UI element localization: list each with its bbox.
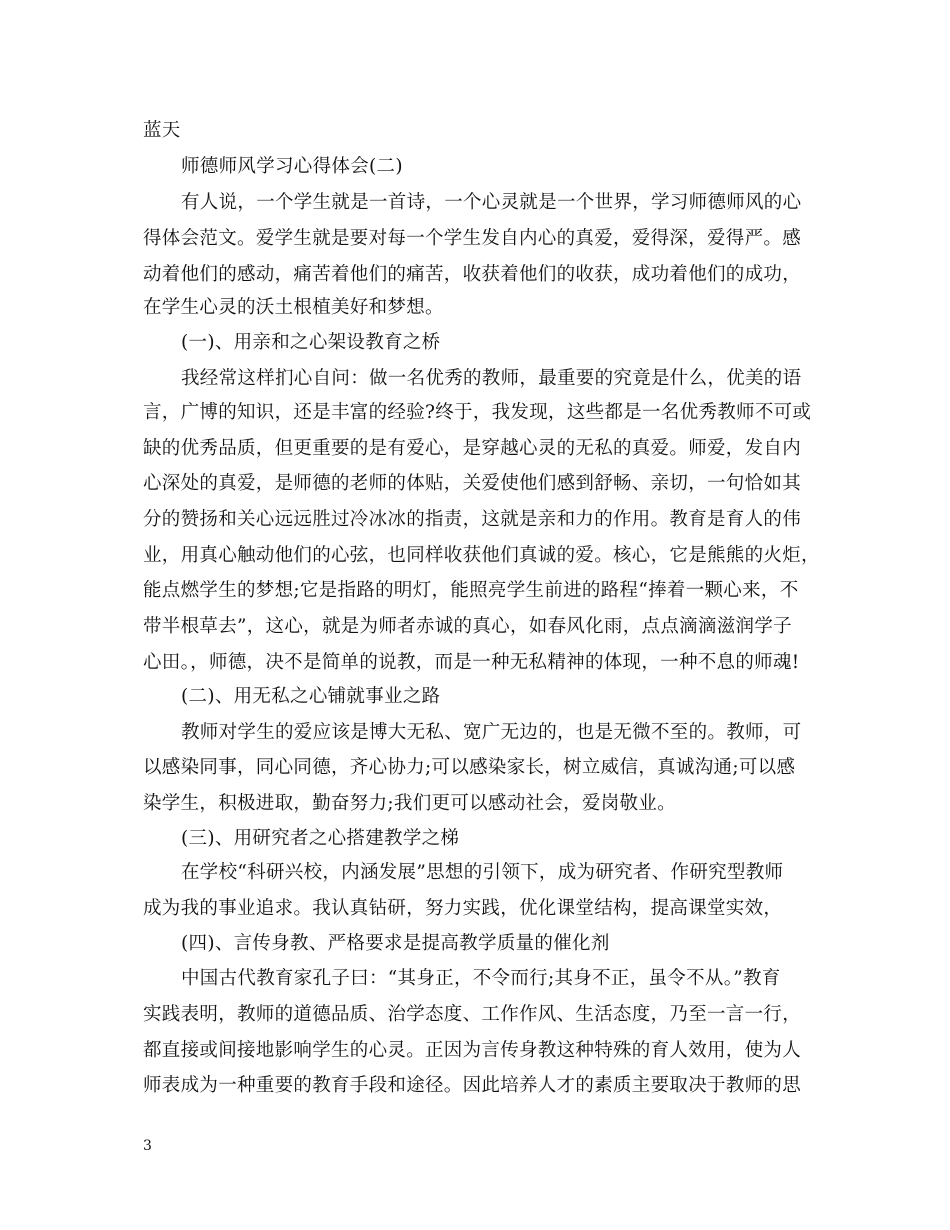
section-heading: (四)、言传身教、严格要求是提高教学质量的催化剂 bbox=[181, 933, 610, 954]
text-line: 成为我的事业追求。我认真钻研，努力实践，优化课堂结构，提高课堂实效， bbox=[143, 898, 783, 919]
section-title: 师德师风学习心得体会(二) bbox=[181, 156, 403, 177]
text-line: 师表成为一种重要的教育手段和途径。因此培养人才的素质主要取决于教师的思 bbox=[143, 1075, 802, 1096]
text-line: 分的赞扬和关心远远胜过冷冰冰的指责，这就是亲和力的作用。教育是育人的伟 bbox=[143, 509, 802, 530]
text-line: 在学校“科研兴校，内涵发展”思想的引领下，成为研究者、作研究型教师 bbox=[181, 862, 784, 883]
text-line: 言，广博的知识，还是丰富的经验?终于，我发现，这些都是一名优秀教师不可或 bbox=[143, 402, 812, 423]
text-line: 心深处的真爱，是师德的老师的体贴，关爱使他们感到舒畅、亲切，一句恰如其 bbox=[143, 473, 802, 494]
text-line: 有人说，一个学生就是一首诗，一个心灵就是一个世界，学习师德师风的心 bbox=[181, 192, 802, 213]
text-line: 蓝天 bbox=[143, 120, 181, 141]
text-line: 我经常这样扪心自问：做一名优秀的教师，最重要的究竟是什么，优美的语 bbox=[181, 368, 802, 389]
section-heading: (二)、用无私之心铺就事业之路 bbox=[181, 686, 441, 707]
text-line: 得体会范文。爱学生就是要对每一个学生发自内心的真爱，爱得深，爱得严。感 bbox=[143, 228, 802, 249]
text-line: 业，用真心触动他们的心弦，也同样收获他们真诚的爱。核心，它是熊熊的火炬， bbox=[143, 545, 820, 566]
text-line: 中国古代教育家孔子曰：“其身正，不令而行;其身不正，虽令不从。”教育 bbox=[181, 968, 781, 989]
text-line: 带半根草去”，这心，就是为师者赤诚的真心，如春风化雨，点点滴滴滋润学子 bbox=[143, 616, 792, 637]
text-line: 都直接或间接地影响学生的心灵。正因为言传身教这种特殊的育人效用，使为人 bbox=[143, 1040, 802, 1061]
section-heading: (三)、用研究者之心搭建教学之梯 bbox=[181, 828, 460, 849]
text-line: 以感染同事，同心同德，齐心协力;可以感染家长，树立威信，真诚沟通;可以感 bbox=[143, 757, 796, 778]
page-number: 3 bbox=[143, 1138, 152, 1154]
text-line: 在学生心灵的沃土根植美好和梦想。 bbox=[143, 297, 444, 318]
text-line: 染学生，积极进取，勤奋努力;我们更可以感动社会，爱岗敬业。 bbox=[143, 793, 676, 814]
text-line: 心田。，师德，决不是简单的说教，而是一种无私精神的体现，一种不息的师魂! bbox=[143, 652, 800, 673]
text-line: 动着他们的感动，痛苦着他们的痛苦，收获着他们的收获，成功着他们的成功， bbox=[143, 264, 802, 285]
text-line: 实践表明，教师的道德品质、治学态度、工作作风、生活态度，乃至一言一行， bbox=[143, 1004, 802, 1025]
text-line: 能点燃学生的梦想;它是指路的明灯，能照亮学生前进的路程“捧着一颗心来，不 bbox=[143, 580, 799, 601]
text-line: 教师对学生的爱应该是博大无私、宽广无边的，也是无微不至的。教师，可 bbox=[181, 722, 802, 743]
section-heading: (一)、用亲和之心架设教育之桥 bbox=[181, 332, 441, 353]
text-line: 缺的优秀品质，但更重要的是有爱心，是穿越心灵的无私的真爱。师爱，发自内 bbox=[143, 438, 802, 459]
